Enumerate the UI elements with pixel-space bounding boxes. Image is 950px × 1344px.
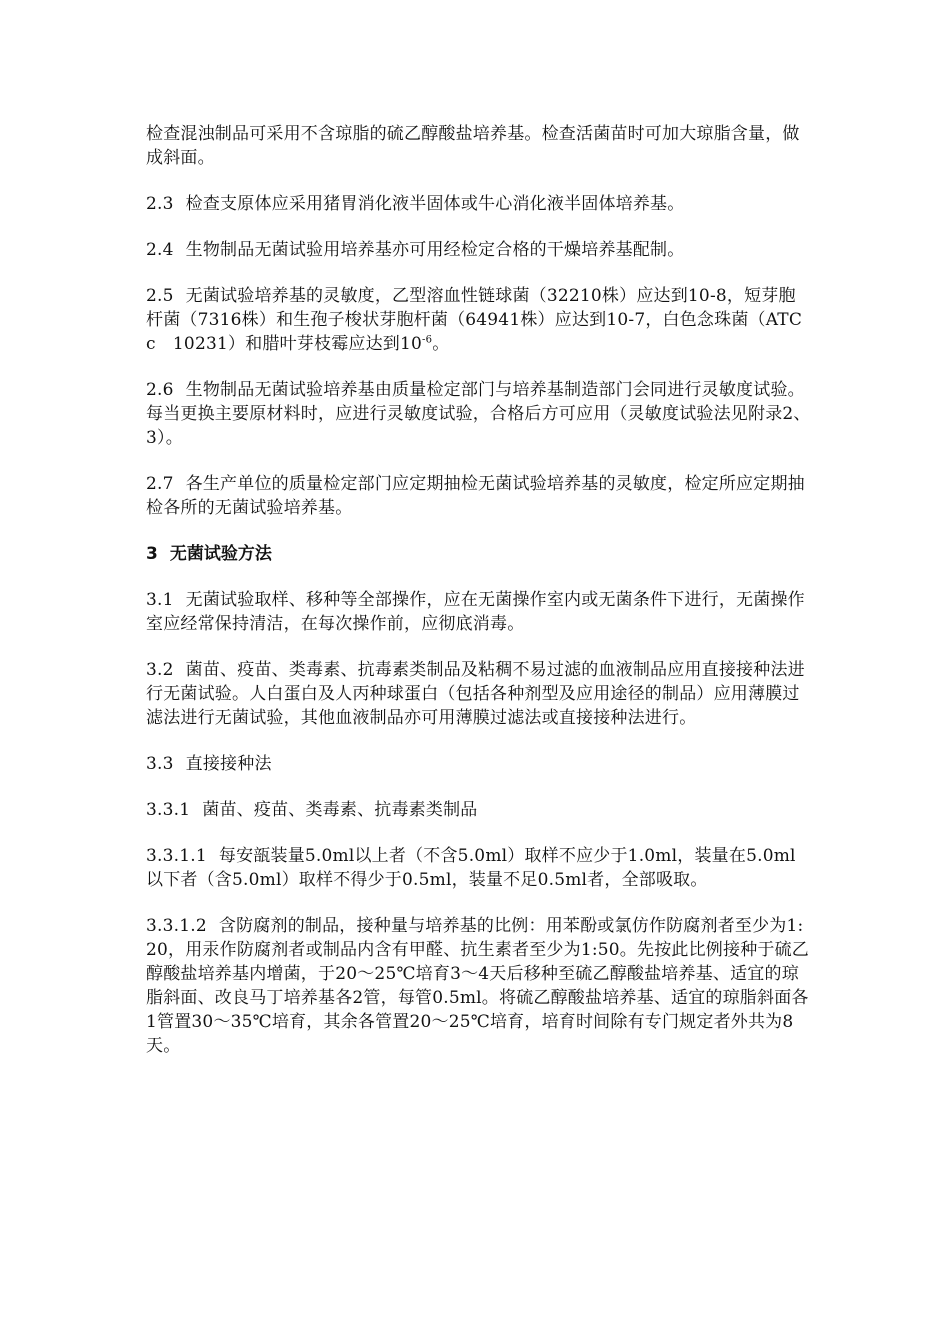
section-number: 2.5 — [146, 286, 174, 306]
section-number: 3.3.1.1 — [146, 846, 207, 866]
paragraph-2-3 — [146, 192, 811, 216]
section-number: 3 — [146, 544, 158, 564]
paragraph-text: 检查混浊制品可采用不含琼脂的硫乙醇酸盐培养基。检查活菌苗时可加大琼脂含量，做成斜面。 — [146, 124, 800, 168]
paragraph-text-tail: 。 — [432, 334, 450, 354]
paragraph-text-main: 无菌试验培养基的灵敏度，乙型溶血性链球菌（32210株）应达到10-8，短芽胞杆菌（7316株）和生孢子梭状芽胞杆菌（64941株）应达到10-7，白色念珠菌（ATCc 10231）和腊叶芽枝霉应达到10 — [146, 286, 803, 354]
paragraph-2-4 — [146, 238, 811, 262]
paragraph-text: 菌苗、疫苗、类毒素、抗毒素类制品及粘稠不易过滤的血液制品应用直接接种法进行无菌试验。人白蛋白及人丙种球蛋白（包括各种剂型及应用途径的制品）应用薄膜过滤法进行无菌试验，其他血液制品亦可用薄膜过滤法或直接接种法进行。 — [146, 660, 805, 728]
exponent: -6 — [422, 334, 433, 346]
paragraph-3-3 — [146, 752, 811, 776]
section-heading-text: 无菌试验方法 — [169, 544, 272, 564]
paragraph-3-2 — [146, 658, 811, 730]
section-number: 3.3.1.2 — [146, 916, 207, 936]
section-number: 2.4 — [146, 240, 174, 260]
section-number: 3.3.1 — [146, 800, 191, 820]
section-number: 2.3 — [146, 194, 174, 214]
paragraph-3-3-1-2 — [146, 914, 811, 1058]
section-number: 3.3 — [146, 754, 174, 774]
paragraph-text: 生物制品无菌试验培养基由质量检定部门与培养基制造部门会同进行灵敏度试验。每当更换主要原材料时，应进行灵敏度试验，合格后方可应用（灵敏度试验法见附录2、3）。 — [146, 380, 811, 448]
section-number: 2.6 — [146, 380, 174, 400]
paragraph-2-7 — [146, 472, 811, 520]
section-number: 3.2 — [146, 660, 174, 680]
paragraph-text: 各生产单位的质量检定部门应定期抽检无菌试验培养基的灵敏度，检定所应定期抽检各所的无菌试验培养基。 — [146, 474, 805, 518]
paragraph-2-5 — [146, 284, 811, 356]
document-page — [146, 122, 811, 1080]
paragraph-text: 每安瓿装量5.0ml以上者（不含5.0ml）取样不应少于1.0ml，装量在5.0ml以下者（含5.0ml）取样不得少于0.5ml，装量不足0.5ml者，全部吸取。 — [146, 846, 796, 890]
paragraph-3-3-1 — [146, 798, 811, 822]
section-number: 2.7 — [146, 474, 174, 494]
paragraph-3-1 — [146, 588, 811, 636]
paragraph-intro — [146, 122, 811, 170]
paragraph-text: 生物制品无菌试验用培养基亦可用经检定合格的干燥培养基配制。 — [185, 240, 685, 260]
section-number: 3.1 — [146, 590, 174, 610]
paragraph-text: 检查支原体应采用猪胃消化液半固体或牛心消化液半固体培养基。 — [185, 194, 685, 214]
paragraph-text: 无菌试验取样、移种等全部操作，应在无菌操作室内或无菌条件下进行，无菌操作室应经常保持清洁，在每次操作前，应彻底消毒。 — [146, 590, 805, 634]
paragraph-2-6 — [146, 378, 811, 450]
paragraph-text: 含防腐剂的制品，接种量与培养基的比例：用苯酚或氯仿作防腐剂者至少为1:20，用汞作防腐剂者或制品内含有甲醛、抗生素者至少为1:50。先按此比例接种于硫乙醇酸盐培养基内增菌，于20～25℃培育3～4天后移种至硫乙醇酸盐培养基、适宜的琼脂斜面、改良马丁培养基各2管，每管0.5ml。将硫乙醇酸盐培养基、适宜的琼脂斜面各1管置30～35℃培育，其余各管置20～25℃培育，培育时间除有专门规定者外共为8天。 — [146, 916, 810, 1056]
paragraph-text: 菌苗、疫苗、类毒素、抗毒素类制品 — [202, 800, 478, 820]
paragraph-text: 直接接种法 — [185, 754, 272, 774]
paragraph-text — [146, 286, 802, 354]
section-heading-3 — [146, 542, 811, 566]
paragraph-3-3-1-1 — [146, 844, 811, 892]
